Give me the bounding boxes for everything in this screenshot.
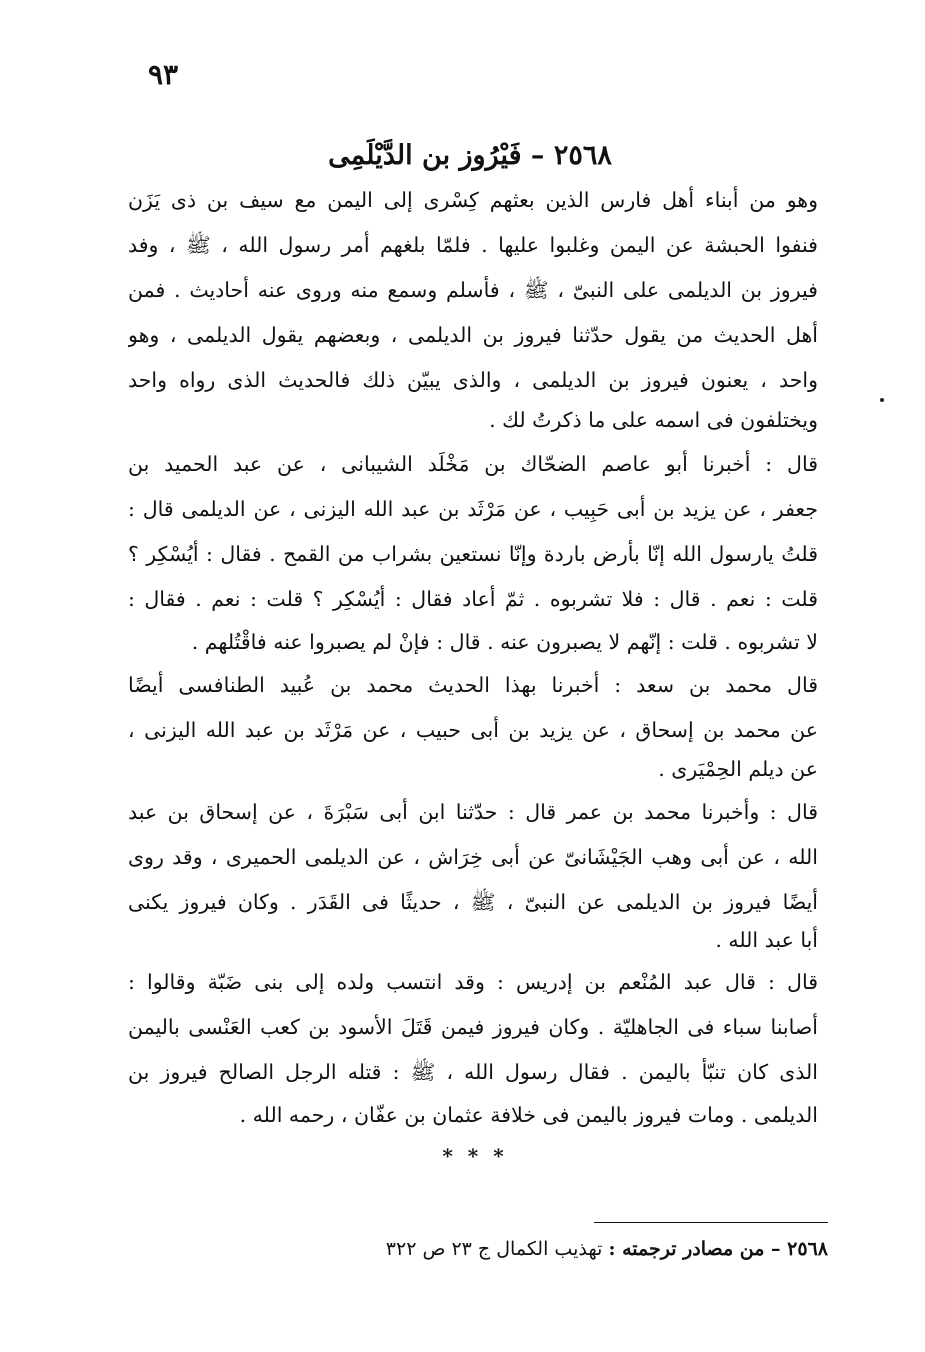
text-line: أهل الحديث من يقول حدّثنا فيروز بن الديلمى ، وبعضهم يقول الديلمى ، وهو xyxy=(128,323,818,347)
footnote xyxy=(300,1238,828,1260)
text-line: أيضًا فيروز بن الديلمى عن النبىّ ، ﷺ ، حديثًا فى القَدَر . وكان فيروز يكنى xyxy=(128,890,818,914)
section-separator: * * * xyxy=(442,1144,508,1168)
text-line: لا تشربوه . قلت : إنّهم لا يصبرون عنه . قال : فإنْ لم يصبروا عنه فاقْتُلهم . xyxy=(191,630,818,654)
margin-mark xyxy=(880,398,884,402)
text-line: عن محمد بن إسحاق ، عن يزيد بن أبى حبيب ، عن مَرْثَد بن عبد الله اليزنى ، xyxy=(128,718,818,742)
text-line: قال : أخبرنا أبو عاصم الضحّاك بن مَخْلَد الشيبانى ، عن عبد الحميد بن xyxy=(128,452,818,476)
text-line: أبا عبد الله . xyxy=(715,928,818,952)
footnote-rule xyxy=(594,1222,828,1223)
text-line: أصابنا سباء فى الجاهليّة . وكان فيروز فيمن قَتَلَ الأسود بن كعب العَنْسى باليمن xyxy=(128,1015,818,1039)
text-line: الذى كان تنبّأ باليمن . فقال رسول الله ، ﷺ : قتله الرجل الصالح فيروز بن xyxy=(128,1060,818,1084)
text-line: الديلمى . ومات فيروز باليمن فى خلافة عثمان بن عفّان ، رحمه الله . xyxy=(239,1103,818,1127)
text-line: الله ، عن أبى وهب الجَيْشَانىّ عن أبى خِرَاش ، عن الديلمى الحميرى ، وقد روى xyxy=(128,845,818,869)
text-line: فيروز بن الديلمى على النبىّ ، ﷺ ، فأسلم وسمع منه وروى عنه أحاديث . فمن xyxy=(128,278,818,302)
text-line: وهو من أبناء أهل فارس الذين بعثهم كِسْرى إلى اليمن مع سيف بن ذى يَزَن xyxy=(128,188,818,212)
text-line: قال : قال عبد المُنْعم بن إدريس : وقد انتسب ولده إلى بنى ضَبّة وقالوا : xyxy=(128,970,818,994)
page-number: ٩٣ xyxy=(148,58,179,91)
text-line: قلت : نعم . قال : فلا تشربوه . ثمّ أعاد فقال : أيُسْكِر ؟ قلت : نعم . فقال : xyxy=(128,587,818,611)
text-line: فنفوا الحبشة عن اليمن وغلبوا عليها . فلمّا بلغهم أمر رسول الله ، ﷺ ، وفد xyxy=(128,233,818,257)
footnote-text: تهذيب الكمال ج ٢٣ ص ٣٢٢ xyxy=(385,1238,603,1260)
text-line: واحد ، يعنون فيروز بن الديلمى ، والذى يبيّن ذلك فالحديث الذى رواه واحد xyxy=(128,368,818,392)
text-line: قال محمد بن سعد : أخبرنا بهذا الحديث محمد بن عُبيد الطنافسى أيضًا xyxy=(128,673,818,697)
text-line: جعفر ، عن يزيد بن أَبى حَبِيب ، عن مَرْثَد بن عبد الله اليزنى ، عن الديلمى قال : xyxy=(128,497,818,521)
text-line: قلتُ يارسول الله إنّا بأرض باردة وإنّا نستعين بشراب من القمح . فقال : أيُسْكِر ؟ xyxy=(128,542,818,566)
text-line: ويختلفون فى اسمه على ما ذكرتُ لك . xyxy=(489,408,818,432)
footnote-lead: ٢٥٦٨ – من مصادر ترجمته : xyxy=(608,1238,828,1260)
text-line: عن ديلم الحِمْيَرى . xyxy=(658,757,818,781)
text-line: قال : وأخبرنا محمد بن عمر قال : حدّثنا ابن أَبى سَبْرَةَ ، عن إسحاق بن عبد xyxy=(128,800,818,824)
entry-heading: ٢٥٦٨ – فَيْرُوز بن الدَّيْلَمِى xyxy=(328,140,612,171)
